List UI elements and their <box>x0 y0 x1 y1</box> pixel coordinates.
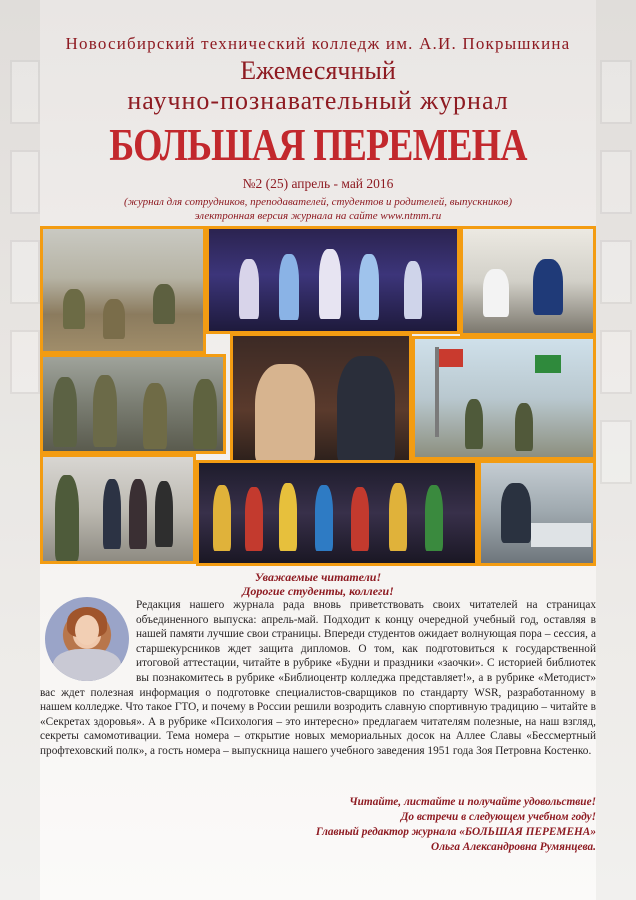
award-ceremony-photo <box>230 333 412 463</box>
classroom-students-photo <box>40 226 206 354</box>
welding-lab-photo <box>478 460 596 566</box>
editorial-paragraph: Редакция нашего журнала рада вновь приветствовать своих читателей на страницах объединенного выпуска: апрель-май. Подходит к концу очередной учебный год, оставляя в нашей памяти лучшие свои страницы. Впереди студентов ожидает волнующая пора – сессия, а старшекурсников ждет защита дипломов. О том, как подготовиться к государственной итоговой аттестации, читайте в рубрике «Будни и праздники «заочки». С историей библиотек вы познакомитесь в рубрике «Библиоцентр колледжа представляет!», а в рубрике «Методист» вас ждет полезная информация о подготовке специалистов-сварщиков по стандарту WSR, разработанному в нашем колледже. Что такое ГТО, и почему в России решили возродить славную спортивную традицию – читайте в «Секретах здоровья». А в рубрике «Психология – это интересно» предлагаем читателям полезные, на наш взгляд, секреты самомотивации. Тема номера – открытие новых мемориальных досок на Аллее Славы «Бессмертный профтеховский полк», а гость номера – выпускница нашего учебного заведения 1951 года Зоя Петровна Костенко. <box>40 599 596 757</box>
college-name: Новосибирский технический колледж им. А.И. Покрышкина <box>65 34 571 53</box>
website-note: электронная версия журнала на сайте www.ntmm.ru <box>194 210 442 222</box>
signoff-line-3: Главный редактор журнала «БОЛЬШАЯ ПЕРЕМЕНА» <box>315 826 596 838</box>
editor-signoff <box>316 795 596 855</box>
folk-ensemble-stage-photo <box>196 460 478 566</box>
journal-title: БОЛЬШАЯ ПЕРЕМЕНА <box>109 119 527 170</box>
greeting-readers: Уважаемые читатели! <box>254 570 382 584</box>
journal-type: научно-познавательный журнал <box>127 86 509 115</box>
audience-note: (журнал для сотрудников, преподавателей, студентов и родителей, выпускников) <box>124 196 512 208</box>
workshop-students-photo <box>460 226 596 336</box>
greeting-students: Дорогие студенты, коллеги! <box>242 584 394 598</box>
memorial-portraits-photo <box>40 354 226 454</box>
lineup-students-photo <box>40 454 196 564</box>
signoff-line-2: До встречи в следующем учебном году! <box>400 811 596 823</box>
signoff-line-1: Читайте, листайте и получайте удовольствие! <box>349 796 596 808</box>
issue-number: №2 (25) апрель - май 2016 <box>242 176 394 191</box>
editorial-text <box>40 598 596 759</box>
stage-dance-photo <box>206 226 460 334</box>
editor-name: Ольга Александровна Румянцева. <box>431 841 596 853</box>
monthly-label: Ежемесячный <box>240 56 396 85</box>
flags-parade-photo <box>412 336 596 460</box>
